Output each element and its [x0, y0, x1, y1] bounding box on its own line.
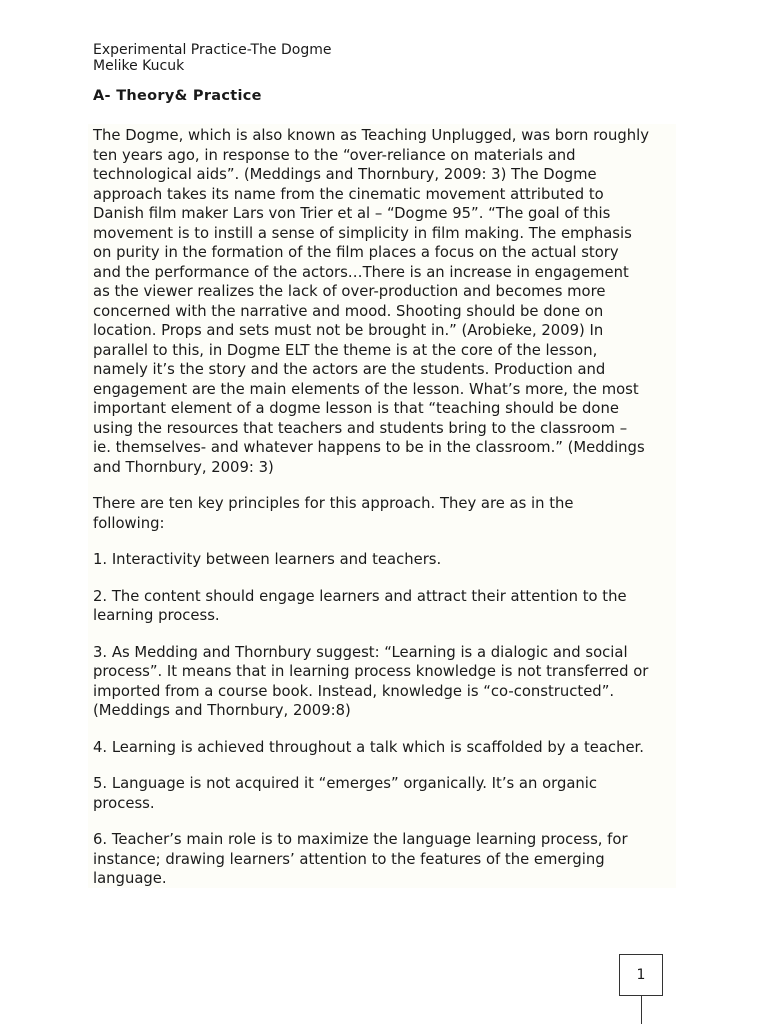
- text-line: Danish film maker Lars von Trier et al – “Dogme 95”. “The goal of this: [93, 205, 611, 222]
- text-line: ie. themselves- and whatever happens to be in the classroom.” (Meddings: [93, 439, 645, 456]
- text-line: following:: [93, 514, 165, 532]
- text-line: concerned with the narrative and mood. Shooting should be done on: [93, 302, 604, 320]
- text-line: 1. Interactivity between learners and teachers.: [93, 551, 442, 568]
- text-line: and Thornbury, 2009: 3): [93, 458, 274, 476]
- paragraph-principles-intro: [93, 494, 678, 533]
- text-line: 2. The content should engage learners and attract their attention to the: [93, 587, 627, 605]
- text-line: movement is to instill a sense of simplicity in film making. The emphasis: [93, 224, 632, 242]
- text-line: and the performance of the actors…There is an increase in engagement: [93, 263, 629, 281]
- text-line: using the resources that teachers and students bring to the classroom –: [93, 419, 628, 437]
- text-line: approach takes its name from the cinematic movement attributed to: [93, 185, 604, 203]
- page-number: 1: [636, 967, 646, 983]
- text-line: 3. As Medding and Thornbury suggest: “Learning is a dialogic and social: [93, 643, 628, 661]
- body-text: [88, 124, 676, 888]
- text-line: learning process.: [93, 607, 220, 624]
- text-line: (Meddings and Thornbury, 2009:8): [93, 702, 351, 719]
- page-number-box: [619, 954, 663, 996]
- principle-item-4: [93, 738, 678, 758]
- text-line: process”. It means that in learning process knowledge is not transferred or: [93, 663, 649, 680]
- text-line: process.: [93, 794, 155, 812]
- principle-item-2: [93, 587, 678, 626]
- text-line: instance; drawing learners’ attention to the features of the emerging: [93, 850, 605, 868]
- text-line: namely it’s the story and the actors are the students. Production and: [93, 361, 606, 378]
- text-line: There are ten key principles for this approach. They are as in the: [93, 495, 574, 512]
- text-line: 5. Language is not acquired it “emerges” organically. It’s an organic: [93, 775, 598, 792]
- text-line: imported from a course book. Instead, knowledge is “co-constructed”.: [93, 682, 615, 700]
- principle-item-6: [93, 830, 678, 889]
- principle-item-5: [93, 774, 678, 813]
- document-author: Melike Kucuk: [93, 58, 185, 74]
- text-line: important element of a dogme lesson is that “teaching should be done: [93, 400, 619, 417]
- text-line: language.: [93, 870, 167, 887]
- principle-item-3: [93, 643, 678, 721]
- document-header: [93, 42, 331, 74]
- principle-item-1: [93, 550, 678, 570]
- text-line: ten years ago, in response to the “over-reliance on materials and: [93, 146, 576, 164]
- text-line: on purity in the formation of the film places a focus on the actual story: [93, 244, 619, 261]
- text-line: The Dogme, which is also known as Teaching Unplugged, was born roughly: [93, 127, 649, 144]
- text-line: 6. Teacher’s main role is to maximize the language learning process, for: [93, 831, 628, 848]
- text-line: location. Props and sets must not be brought in.” (Arobieke, 2009) In: [93, 322, 604, 339]
- text-line: as the viewer realizes the lack of over-production and becomes more: [93, 283, 606, 300]
- text-line: parallel to this, in Dogme ELT the theme is at the core of the lesson,: [93, 341, 598, 359]
- text-line: engagement are the main elements of the lesson. What’s more, the most: [93, 380, 639, 398]
- text-line: 4. Learning is achieved throughout a talk which is scaffolded by a teacher.: [93, 738, 644, 756]
- document-title: Experimental Practice-The Dogme: [93, 42, 332, 58]
- paragraph-intro: [93, 126, 678, 477]
- section-heading: A- Theory& Practice: [93, 88, 262, 104]
- page-number-connector: [641, 996, 642, 1024]
- text-line: technological aids”. (Meddings and Thornbury, 2009: 3) The Dogme: [93, 166, 597, 183]
